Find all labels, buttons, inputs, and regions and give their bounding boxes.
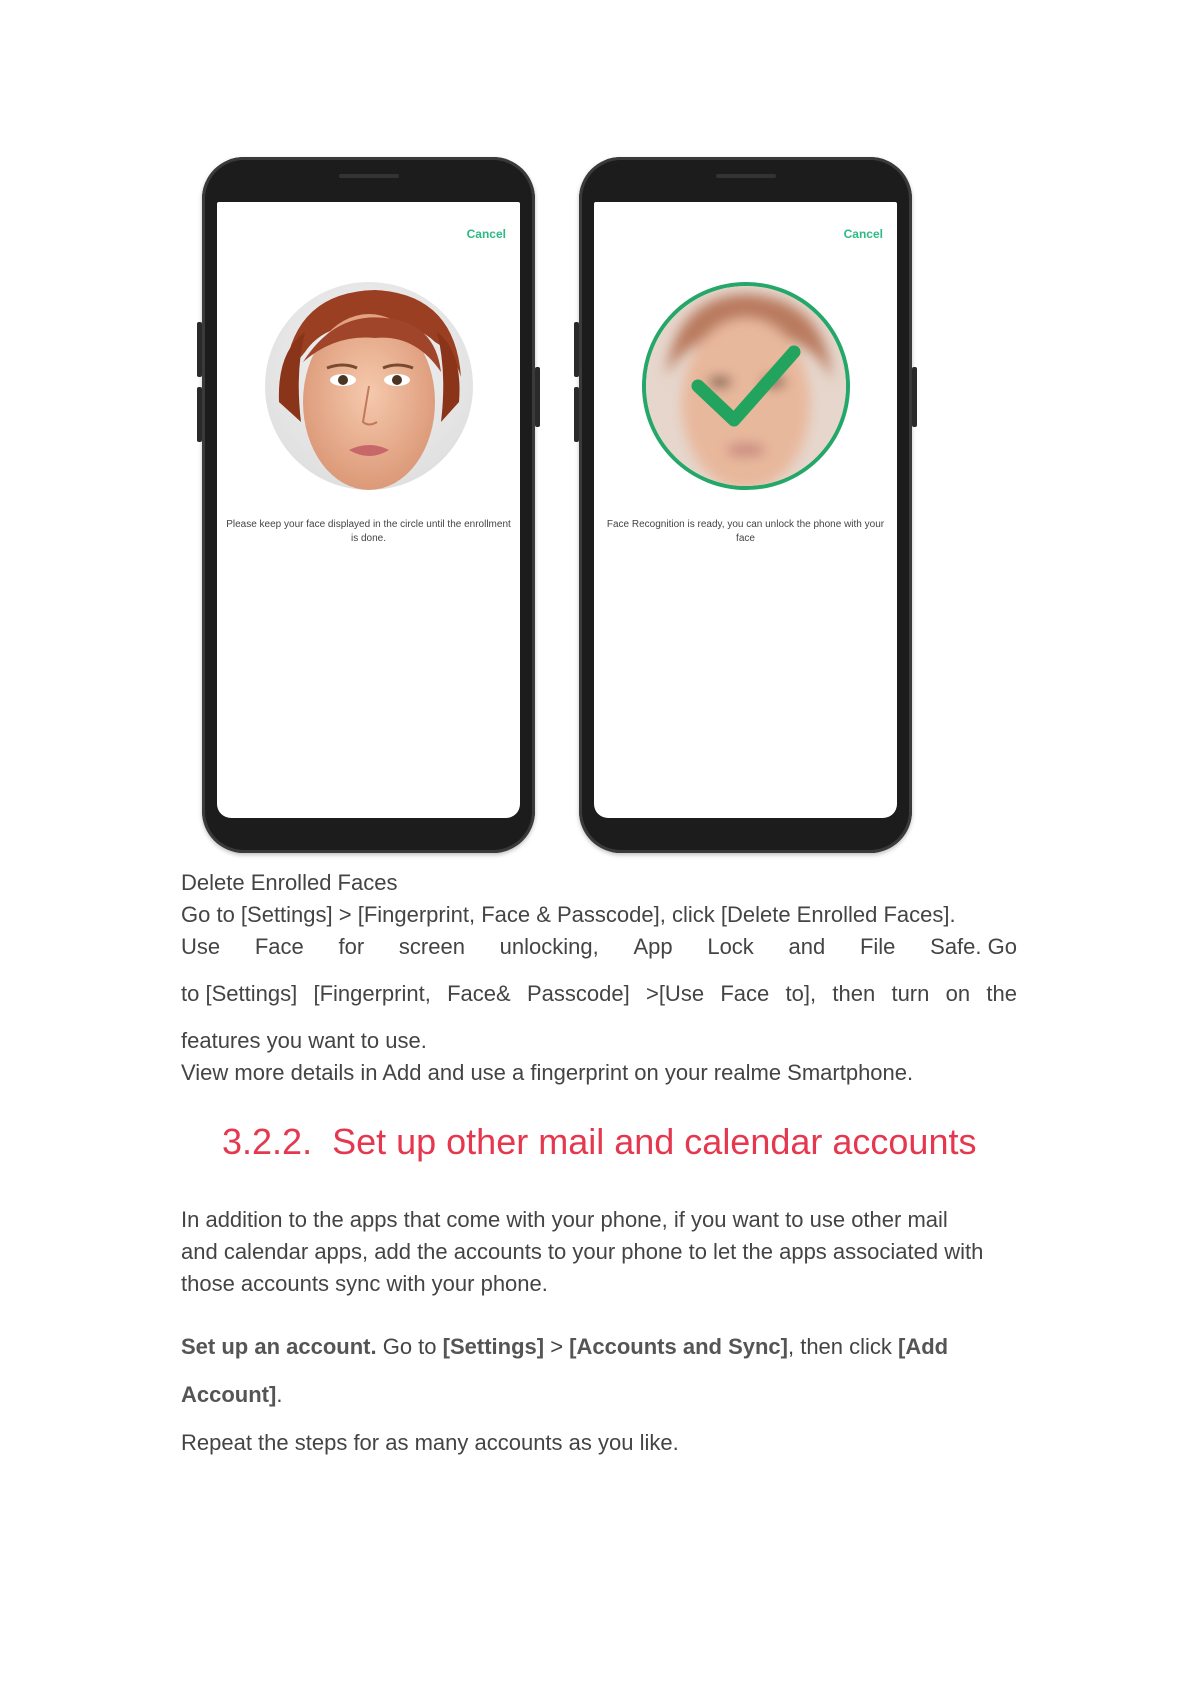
- use-face-line-2: [181, 981, 1017, 1007]
- text-run: , then click: [787, 1334, 899, 1359]
- section-title: Set up other mail and calendar accounts: [332, 1121, 977, 1162]
- earpiece: [716, 174, 776, 178]
- word: to [Settings]: [181, 981, 298, 1006]
- word: for: [338, 934, 365, 959]
- account-ref: Account]: [181, 1382, 277, 1407]
- word: to],: [785, 981, 817, 1006]
- enrollment-instruction: Please keep your face displayed in the circle until the enrollment is done.: [226, 519, 511, 544]
- setup-bold-lead: Set up an account.: [181, 1334, 377, 1359]
- setup-account-line-2: [181, 1382, 1017, 1408]
- section-heading: [222, 1121, 976, 1163]
- settings-ref: [Settings]: [442, 1334, 545, 1359]
- use-face-line-1: [181, 934, 1017, 960]
- phone-recognition-ready: [579, 157, 912, 853]
- word: Safe. Go: [930, 934, 1017, 959]
- text-run: Go to: [376, 1334, 443, 1359]
- power-button: [535, 367, 540, 427]
- repeat-steps: Repeat the steps for as many accounts as you like.: [181, 1430, 679, 1455]
- delete-faces-title: Delete Enrolled Faces: [181, 870, 398, 895]
- view-more-details: View more details in Add and use a fingerprint on your realme Smartphone.: [181, 1060, 914, 1085]
- recognition-ready-message: Face Recognition is ready, you can unlock the phone with your face: [606, 519, 885, 544]
- text-run: .: [276, 1382, 283, 1407]
- section-number: 3.2.2.: [222, 1121, 313, 1162]
- cancel-button[interactable]: Cancel: [466, 227, 506, 241]
- add-ref: [Add: [898, 1334, 949, 1359]
- earpiece: [339, 174, 399, 178]
- word: on: [945, 981, 971, 1006]
- word: Face: [720, 981, 770, 1006]
- phone-screen: [217, 202, 520, 818]
- word: Passcode]: [526, 981, 630, 1006]
- volume-down-button: [197, 387, 202, 442]
- power-button: [912, 367, 917, 427]
- intro-line-1: In addition to the apps that come with your phone, if you want to use other mail: [181, 1207, 948, 1232]
- word: >[Use: [645, 981, 705, 1006]
- text-run: >: [544, 1334, 570, 1359]
- word: Face: [254, 934, 304, 959]
- phone-screen: [594, 202, 897, 818]
- intro-line-3: those accounts sync with your phone.: [181, 1271, 548, 1296]
- use-face-line-3: features you want to use.: [181, 1028, 427, 1053]
- word: and: [788, 934, 826, 959]
- setup-account-line-1: [181, 1334, 1017, 1360]
- word: unlocking,: [499, 934, 599, 959]
- check-icon: [642, 282, 850, 490]
- word: the: [986, 981, 1017, 1006]
- phone-enrollment: [202, 157, 535, 853]
- volume-up-button: [197, 322, 202, 377]
- word: File: [859, 934, 896, 959]
- word: turn: [891, 981, 930, 1006]
- volume-up-button: [574, 322, 579, 377]
- word: App: [633, 934, 673, 959]
- word: Lock: [707, 934, 754, 959]
- word: [Fingerprint,: [313, 981, 431, 1006]
- word: Face&: [447, 981, 511, 1006]
- delete-faces-steps: Go to [Settings] > [Fingerprint, Face & Passcode], click [Delete Enrolled Faces].: [181, 902, 956, 927]
- word: then: [832, 981, 876, 1006]
- volume-down-button: [574, 387, 579, 442]
- word: Use: [181, 934, 221, 959]
- word: screen: [398, 934, 465, 959]
- accounts-sync-ref: [Accounts and Sync]: [569, 1334, 788, 1359]
- face-photo: [265, 282, 473, 490]
- intro-line-2: and calendar apps, add the accounts to your phone to let the apps associated with: [181, 1239, 984, 1264]
- cancel-button[interactable]: Cancel: [843, 227, 883, 241]
